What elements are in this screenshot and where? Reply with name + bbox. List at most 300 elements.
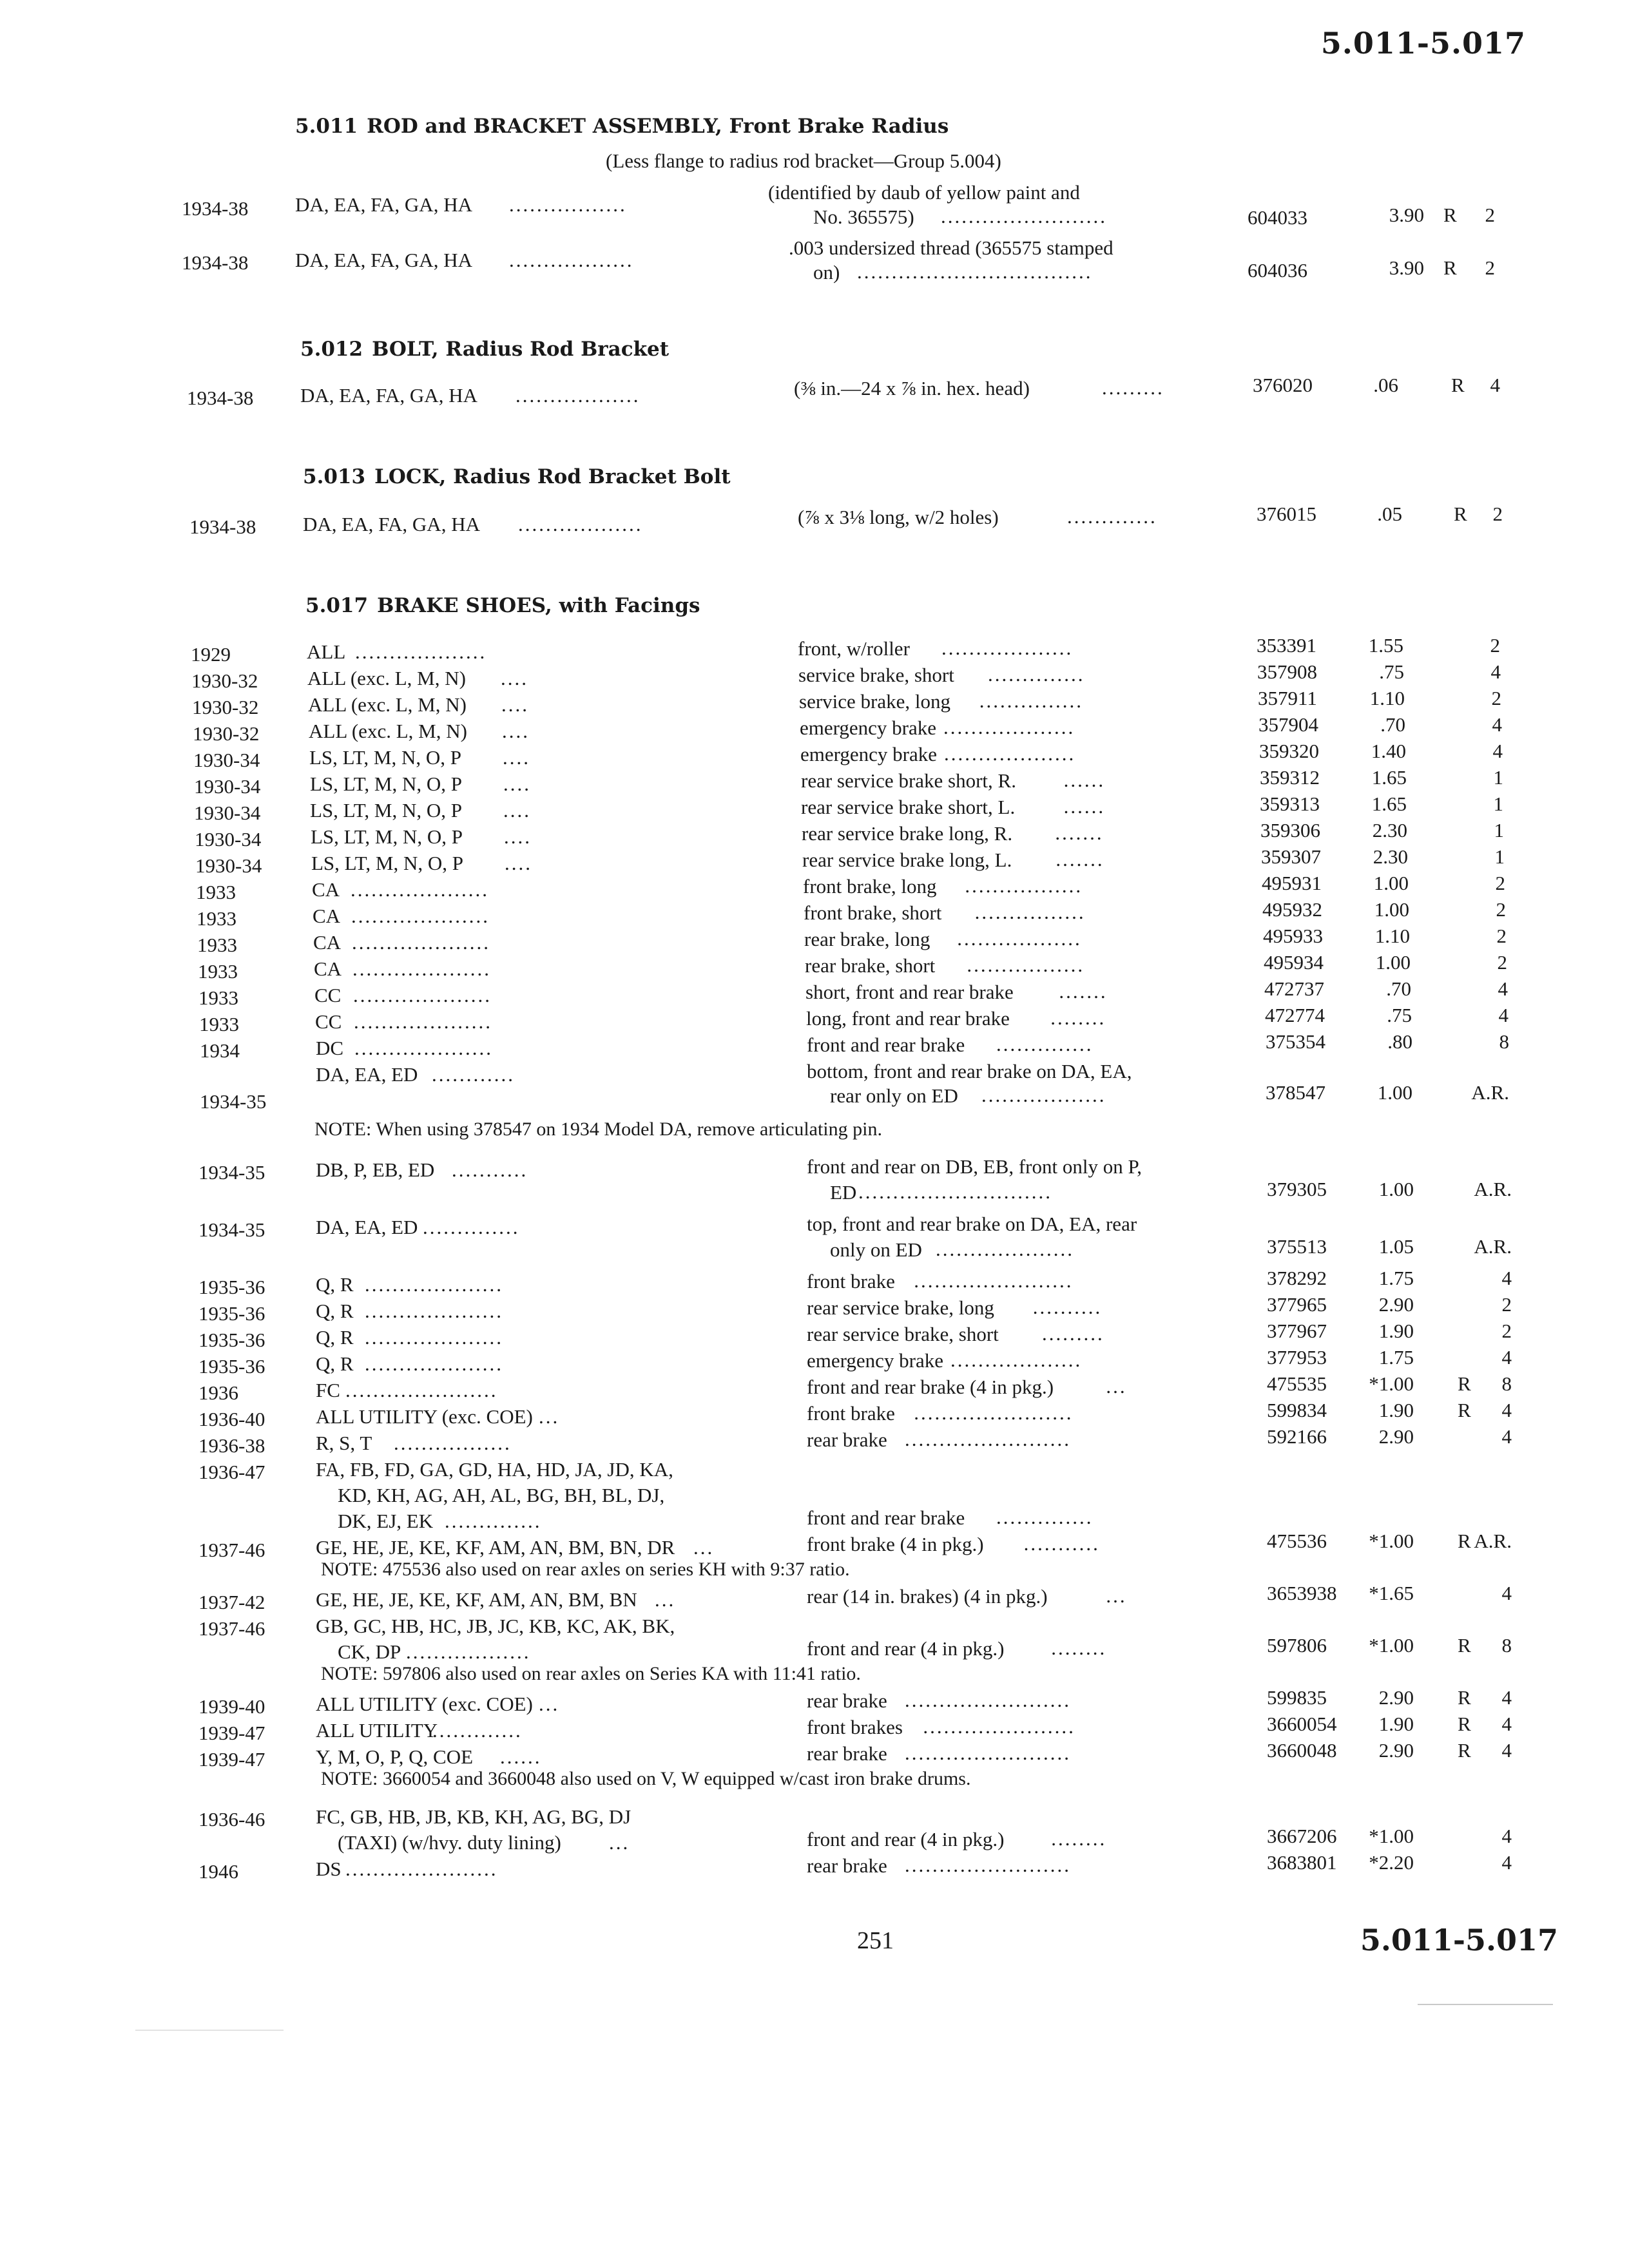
price-cell: 2.90	[1378, 1739, 1414, 1762]
section-heading	[305, 594, 700, 617]
price-cell: *1.00	[1369, 1825, 1414, 1847]
price-cell: .75	[1387, 1004, 1412, 1026]
year-cell: 1934-38	[187, 387, 254, 409]
description-cell: front and rear brake	[807, 1506, 965, 1529]
leader-dots: ........................	[905, 1854, 1071, 1876]
leader-dots: ...................	[950, 1349, 1083, 1371]
description-cell: rear brake	[807, 1742, 887, 1765]
price-cell: 1.00	[1374, 898, 1409, 921]
quantity-cell: 4	[1498, 1004, 1509, 1026]
leader-dots: .................	[394, 1432, 512, 1454]
models-cell: CA	[313, 905, 341, 927]
models-cell: R, S, T	[316, 1432, 372, 1454]
quantity-cell: 4	[1501, 1713, 1512, 1735]
leader-dots: ....	[503, 799, 531, 822]
models-cell: Q, R	[316, 1326, 354, 1349]
table-note: NOTE: 475536 also used on rear axles on series KH with 9:37 ratio.	[321, 1559, 850, 1580]
price-cell: *1.00	[1369, 1634, 1414, 1657]
description-cell: rear only on ED	[830, 1084, 958, 1107]
year-cell: 1933	[197, 934, 237, 956]
description-cell: front brakes	[807, 1716, 903, 1738]
price-cell: 1.00	[1375, 951, 1411, 974]
leader-dots: ..................	[406, 1640, 531, 1663]
quantity-cell: 2	[1490, 634, 1500, 657]
code-cell: R	[1443, 256, 1457, 279]
section-title: BRAKE SHOES, with Facings	[377, 594, 700, 617]
code-cell: R	[1458, 1399, 1471, 1421]
quantity-cell: 4	[1501, 1267, 1512, 1289]
part-number-cell: 359307	[1261, 845, 1321, 868]
year-cell: 1929	[191, 643, 231, 666]
leader-dots: ...................	[355, 640, 487, 663]
leader-dots: .......	[1055, 848, 1104, 870]
leader-dots: ...................	[943, 716, 1075, 738]
quantity-cell: 2	[1492, 503, 1503, 525]
price-cell: .80	[1387, 1030, 1412, 1053]
description-cell: .003 undersized thread (365575 stamped	[789, 236, 1113, 259]
leader-dots: ...	[693, 1536, 715, 1559]
leader-dots: ........	[1051, 1827, 1107, 1850]
year-cell: 1934-38	[182, 197, 249, 220]
part-number-cell: 592166	[1267, 1425, 1327, 1448]
code-cell: R	[1458, 1686, 1471, 1709]
year-cell: 1930-34	[194, 802, 261, 824]
quantity-cell: 4	[1501, 1686, 1512, 1709]
page-footer	[0, 1923, 1629, 1965]
year-cell: 1930-34	[193, 749, 260, 771]
quantity-cell: 2	[1496, 925, 1507, 947]
part-number-cell: 472737	[1264, 977, 1324, 1000]
description-cell: front brake, long	[803, 875, 937, 898]
leader-dots: ................	[974, 901, 1086, 923]
part-number-cell: 3660054	[1267, 1713, 1337, 1735]
quantity-cell: 4	[1501, 1399, 1512, 1421]
description-cell: (identified by daub of yellow paint and	[768, 181, 1080, 204]
part-number-cell: 359313	[1260, 793, 1320, 815]
part-number-cell: 3667206	[1267, 1825, 1337, 1847]
year-cell: 1935-36	[198, 1329, 265, 1351]
scan-artifact	[1418, 2004, 1553, 2005]
description-cell: (⅜ in.—24 x ⅞ in. hex. head)	[794, 377, 1030, 399]
part-number-cell: 377967	[1267, 1320, 1327, 1342]
year-cell: 1934-38	[182, 251, 249, 274]
description-cell: rear brake, long	[804, 928, 930, 950]
price-cell: 1.00	[1373, 872, 1409, 894]
leader-dots: ...........	[452, 1158, 528, 1181]
part-number-cell: 378292	[1267, 1267, 1327, 1289]
leader-dots: .......	[1059, 980, 1108, 1003]
leader-dots: ..................	[957, 927, 1082, 950]
leader-dots: ..................	[981, 1084, 1106, 1106]
price-cell: 1.10	[1369, 687, 1405, 709]
year-cell: 1936-47	[198, 1461, 265, 1483]
price-cell: .05	[1377, 503, 1402, 525]
models-cell: CK, DP	[338, 1640, 401, 1663]
description-cell: emergency brake	[807, 1349, 944, 1372]
quantity-cell: 8	[1499, 1030, 1509, 1053]
price-cell: 1.05	[1378, 1235, 1414, 1258]
section-title: ROD and BRACKET ASSEMBLY, Front Brake Radius	[367, 115, 949, 138]
year-cell: 1930-32	[191, 669, 258, 692]
description-cell: front brake	[807, 1402, 895, 1425]
leader-dots: ..............	[445, 1510, 542, 1532]
description-cell: front brake	[807, 1270, 895, 1293]
models-cell: GB, GC, HB, HC, JB, JC, KB, KC, AK, BK,	[316, 1615, 675, 1637]
page-range-footer: 5.011-5.017	[1360, 1923, 1558, 1957]
year-cell: 1933	[197, 907, 236, 930]
year-cell: 1937-46	[198, 1617, 265, 1640]
price-cell: *1.00	[1369, 1372, 1414, 1395]
models-cell: DA, EA, FA, GA, HA	[295, 193, 472, 216]
leader-dots: ....	[505, 852, 532, 874]
part-number-cell: 359312	[1260, 766, 1320, 789]
quantity-cell: 4	[1501, 1739, 1512, 1762]
part-number-cell: 599834	[1267, 1399, 1327, 1421]
code-cell: R	[1458, 1530, 1471, 1552]
leader-dots: ....................	[353, 984, 492, 1006]
table-note: NOTE: When using 378547 on 1934 Model DA, remove articulating pin.	[314, 1119, 882, 1140]
part-number-cell: 495932	[1262, 898, 1322, 921]
part-number-cell: 495933	[1263, 925, 1323, 947]
models-cell: GE, HE, JE, KE, KF, AM, AN, BM, BN	[316, 1588, 637, 1611]
models-cell: CC	[314, 984, 342, 1006]
part-number-cell: 475535	[1267, 1372, 1327, 1395]
leader-dots: .......................	[914, 1401, 1074, 1424]
part-number-cell: 379305	[1267, 1178, 1327, 1200]
quantity-cell: 2	[1501, 1320, 1512, 1342]
models-cell: Q, R	[316, 1300, 354, 1322]
description-cell: short, front and rear brake	[805, 981, 1014, 1003]
models-cell: CA	[313, 931, 342, 954]
description-cell: rear brake	[807, 1854, 887, 1877]
section-number: 5.012	[300, 338, 363, 361]
year-cell: 1934-35	[198, 1218, 265, 1241]
year-cell: 1930-34	[195, 854, 262, 877]
price-cell: 3.90	[1389, 256, 1424, 279]
description-cell: on)	[813, 261, 840, 284]
description-cell: (⅞ x 3⅛ long, w/2 holes)	[798, 506, 999, 528]
leader-dots: ........................	[905, 1742, 1071, 1764]
quantity-cell: 4	[1492, 740, 1503, 762]
leader-dots: ....	[501, 693, 529, 716]
leader-dots: ....................	[354, 1010, 492, 1033]
quantity-cell: 1	[1494, 845, 1505, 868]
models-cell: CC	[315, 1010, 342, 1033]
quantity-cell: 4	[1501, 1851, 1512, 1874]
leader-dots: ............................	[858, 1180, 1052, 1203]
description-cell: front and rear brake (4 in pkg.)	[807, 1376, 1054, 1398]
description-cell: front brake (4 in pkg.)	[807, 1533, 984, 1555]
price-cell: 2.90	[1378, 1425, 1414, 1448]
year-cell: 1930-32	[193, 722, 260, 745]
leader-dots: ....................	[351, 878, 489, 901]
leader-dots: ..................	[518, 513, 643, 535]
price-cell: 1.75	[1378, 1267, 1414, 1289]
leader-dots: ....................	[352, 931, 490, 954]
models-cell: (TAXI) (w/hvy. duty lining)	[338, 1831, 561, 1854]
section-title: LOCK, Radius Rod Bracket Bolt	[374, 465, 731, 488]
year-cell: 1930-32	[192, 696, 259, 718]
leader-dots: ...	[539, 1405, 560, 1428]
leader-dots: .................	[509, 193, 627, 216]
part-number-cell: 376015	[1257, 503, 1316, 525]
quantity-cell: 2	[1485, 256, 1495, 279]
leader-dots: .................	[967, 954, 1085, 976]
price-cell: 1.00	[1377, 1081, 1412, 1104]
leader-dots: ..............	[988, 663, 1085, 686]
year-cell: 1930-34	[194, 775, 261, 798]
leader-dots: ....................	[365, 1300, 503, 1322]
leader-dots: ...................	[944, 742, 1076, 765]
description-cell: service brake, long	[799, 690, 950, 713]
leader-dots: ....................	[365, 1352, 503, 1375]
description-cell: rear service brake, short	[807, 1323, 999, 1345]
price-cell: 1.90	[1378, 1399, 1414, 1421]
leader-dots: ...	[655, 1588, 676, 1611]
description-cell: No. 365575)	[813, 206, 914, 228]
description-cell: only on ED	[830, 1238, 922, 1261]
leader-dots: ............	[432, 1063, 515, 1086]
models-cell: LS, LT, M, N, O, P	[311, 825, 463, 848]
table-note: NOTE: 3660054 and 3660048 also used on V, W equipped w/cast iron brake drums.	[321, 1768, 971, 1789]
leader-dots: ........	[1050, 1006, 1106, 1029]
models-cell: DA, EA, FA, GA, HA	[300, 384, 477, 407]
leader-dots: .............	[1067, 505, 1157, 528]
price-cell: .75	[1379, 660, 1404, 683]
description-cell: rear service brake short, R.	[801, 769, 1016, 792]
models-cell: DA, EA, FA, GA, HA	[295, 249, 472, 271]
quantity-cell: A.R.	[1474, 1530, 1512, 1552]
leader-dots: ........................	[905, 1428, 1071, 1450]
part-number-cell: 604036	[1248, 259, 1307, 282]
year-cell: 1946	[198, 1860, 238, 1883]
part-number-cell: 376020	[1253, 374, 1313, 396]
part-number-cell: 3660048	[1267, 1739, 1337, 1762]
models-cell: KD, KH, AG, AH, AL, BG, BH, BL, DJ,	[338, 1484, 665, 1506]
part-number-cell: 597806	[1267, 1634, 1327, 1657]
part-number-cell: 359306	[1260, 819, 1320, 841]
part-number-cell: 475536	[1267, 1530, 1327, 1552]
quantity-cell: A.R.	[1474, 1178, 1512, 1200]
price-cell: *1.00	[1369, 1530, 1414, 1552]
models-cell: LS, LT, M, N, O, P	[310, 799, 462, 822]
models-cell: GE, HE, JE, KE, KF, AM, AN, BM, BN, DR	[316, 1536, 675, 1559]
part-number-cell: 495931	[1262, 872, 1322, 894]
description-cell: front brake, short	[804, 901, 942, 924]
leader-dots: ....................	[352, 957, 491, 980]
section-number: 5.017	[305, 594, 369, 617]
description-cell: rear service brake long, L.	[802, 849, 1012, 871]
price-cell: 1.40	[1371, 740, 1406, 762]
part-number-cell: 3683801	[1267, 1851, 1337, 1874]
leader-dots: ...	[1106, 1375, 1127, 1398]
price-cell: 2.90	[1378, 1686, 1414, 1709]
models-cell: ALL (exc. L, M, N)	[308, 693, 467, 716]
year-cell: 1939-47	[198, 1722, 265, 1744]
price-cell: .06	[1373, 374, 1398, 396]
leader-dots: ...	[609, 1831, 630, 1854]
leader-dots: ......................	[345, 1379, 498, 1401]
leader-dots: .........	[1042, 1322, 1104, 1345]
models-cell: DA, EA, ED	[316, 1216, 418, 1238]
leader-dots: .........	[1102, 376, 1164, 399]
part-number-cell: 375354	[1266, 1030, 1325, 1053]
part-number-cell: 359320	[1259, 740, 1319, 762]
quantity-cell: A.R.	[1471, 1081, 1509, 1104]
leader-dots: .......	[1055, 822, 1104, 844]
models-cell: ALL UTILITY (exc. COE)	[316, 1405, 533, 1428]
section-note: (Less flange to radius rod bracket—Group 5.004)	[606, 149, 1001, 172]
price-cell: 3.90	[1389, 204, 1424, 226]
year-cell: 1936-38	[198, 1434, 265, 1457]
models-cell: DK, EJ, EK	[338, 1510, 434, 1532]
price-cell: 2.30	[1373, 845, 1408, 868]
description-cell: ED	[830, 1181, 857, 1204]
price-cell: *1.65	[1369, 1582, 1414, 1604]
part-number-cell: 604033	[1248, 206, 1307, 229]
models-cell: DA, EA, FA, GA, HA	[303, 513, 480, 535]
models-cell: DB, P, EB, ED	[316, 1158, 435, 1181]
price-cell: 1.10	[1374, 925, 1410, 947]
leader-dots: ...............	[979, 689, 1084, 712]
year-cell: 1936	[198, 1381, 238, 1404]
description-cell: rear service brake, long	[807, 1296, 994, 1319]
leader-dots: ...........	[1023, 1532, 1100, 1555]
description-cell: top, front and rear brake on DA, EA, rear	[807, 1213, 1137, 1235]
year-cell: 1939-40	[198, 1695, 265, 1718]
leader-dots: ....	[503, 773, 531, 795]
leader-dots: ...	[1106, 1584, 1127, 1607]
quantity-cell: 2	[1496, 898, 1506, 921]
leader-dots: ..............	[996, 1033, 1094, 1055]
year-cell: 1937-46	[198, 1539, 265, 1561]
part-number-cell: 3653938	[1267, 1582, 1337, 1604]
part-number-cell: 377953	[1267, 1346, 1327, 1369]
leader-dots: ......	[1063, 769, 1106, 791]
leader-dots: ..............	[996, 1506, 1094, 1528]
year-cell: 1936-40	[198, 1408, 265, 1430]
year-cell: 1934	[200, 1039, 240, 1062]
price-cell: .70	[1380, 713, 1405, 736]
leader-dots: ....................	[365, 1273, 503, 1296]
quantity-cell: 1	[1493, 793, 1503, 815]
leader-dots: ......................	[923, 1715, 1075, 1738]
quantity-cell: 4	[1490, 374, 1500, 396]
price-cell: 1.65	[1371, 766, 1407, 789]
description-cell: emergency brake	[800, 743, 938, 765]
quantity-cell: 1	[1493, 766, 1503, 789]
leader-dots: ....................	[365, 1326, 503, 1349]
code-cell: R	[1458, 1713, 1471, 1735]
part-number-cell: 357911	[1258, 687, 1317, 709]
quantity-cell: 4	[1501, 1825, 1512, 1847]
quantity-cell: 8	[1501, 1634, 1512, 1657]
quantity-cell: 4	[1501, 1346, 1512, 1369]
models-cell: DS	[316, 1858, 342, 1880]
price-cell: 1.00	[1378, 1178, 1414, 1200]
year-cell: 1939-47	[198, 1748, 265, 1771]
page-number: 251	[857, 1927, 894, 1954]
quantity-cell: 2	[1491, 687, 1501, 709]
table-note: NOTE: 597806 also used on rear axles on Series KA with 11:41 ratio.	[321, 1663, 861, 1684]
quantity-cell: 4	[1498, 977, 1508, 1000]
models-cell: Q, R	[316, 1273, 354, 1296]
code-cell: R	[1458, 1739, 1471, 1762]
models-cell: DC	[316, 1037, 344, 1059]
quantity-cell: 8	[1501, 1372, 1512, 1395]
quantity-cell: 2	[1501, 1293, 1512, 1316]
leader-dots: ...................	[941, 637, 1074, 659]
models-cell: LS, LT, M, N, O, P	[311, 852, 463, 874]
models-cell: ALL (exc. L, M, N)	[309, 720, 467, 742]
models-cell: CA	[314, 957, 342, 980]
quantity-cell: 4	[1501, 1582, 1512, 1604]
leader-dots: .................	[965, 874, 1083, 897]
code-cell: R	[1451, 374, 1465, 396]
leader-dots: ..................................	[857, 260, 1093, 283]
year-cell: 1933	[196, 881, 236, 903]
year-cell: 1934-35	[198, 1161, 265, 1184]
price-cell: 1.75	[1378, 1346, 1414, 1369]
leader-dots: ......................	[345, 1858, 498, 1880]
quantity-cell: A.R.	[1474, 1235, 1512, 1258]
description-cell: front and rear (4 in pkg.)	[807, 1637, 1005, 1660]
leader-dots: .......................	[914, 1269, 1074, 1292]
quantity-cell: 2	[1495, 872, 1505, 894]
quantity-cell: 4	[1492, 713, 1502, 736]
part-number-cell: 378547	[1266, 1081, 1325, 1104]
year-cell: 1930-34	[195, 828, 262, 850]
part-number-cell: 357908	[1257, 660, 1317, 683]
leader-dots: ........	[1051, 1637, 1107, 1659]
leader-dots: ....	[503, 746, 530, 769]
leader-dots: ..................	[516, 384, 641, 407]
models-cell: FC	[316, 1379, 340, 1401]
leader-dots: ......	[500, 1745, 542, 1768]
description-cell: front, w/roller	[798, 637, 910, 660]
leader-dots: ........................	[941, 205, 1107, 227]
year-cell: 1937-42	[198, 1591, 265, 1613]
models-cell: Q, R	[316, 1352, 354, 1375]
section-title: BOLT, Radius Rod Bracket	[372, 338, 670, 361]
price-cell: 1.65	[1371, 793, 1407, 815]
leader-dots: ......	[1063, 795, 1106, 818]
description-cell: bottom, front and rear brake on DA, EA,	[807, 1060, 1132, 1082]
models-cell: LS, LT, M, N, O, P	[309, 746, 461, 769]
code-cell: R	[1458, 1372, 1471, 1395]
year-cell: 1933	[199, 1013, 239, 1035]
models-cell: Y, M, O, P, Q, COE	[316, 1745, 474, 1768]
section-heading	[303, 465, 731, 488]
part-number-cell: 375513	[1267, 1235, 1327, 1258]
code-cell: R	[1458, 1634, 1471, 1657]
models-cell: ALL	[307, 640, 346, 663]
part-number-cell: 353391	[1257, 634, 1316, 657]
part-number-cell: 472774	[1265, 1004, 1325, 1026]
leader-dots: ..............	[423, 1216, 520, 1238]
year-cell: 1935-36	[198, 1302, 265, 1325]
description-cell: rear brake	[807, 1689, 887, 1712]
quantity-cell: 2	[1485, 204, 1495, 226]
models-cell: FA, FB, FD, GA, GD, HA, HD, JA, JD, KA,	[316, 1458, 673, 1481]
section-number: 5.013	[303, 465, 366, 488]
quantity-cell: 1	[1494, 819, 1504, 841]
leader-dots: ....	[501, 667, 528, 689]
price-cell: 2.90	[1378, 1293, 1414, 1316]
price-cell: 1.90	[1378, 1320, 1414, 1342]
models-cell: ALL UTILITY	[316, 1719, 438, 1742]
quantity-cell: 4	[1501, 1425, 1512, 1448]
